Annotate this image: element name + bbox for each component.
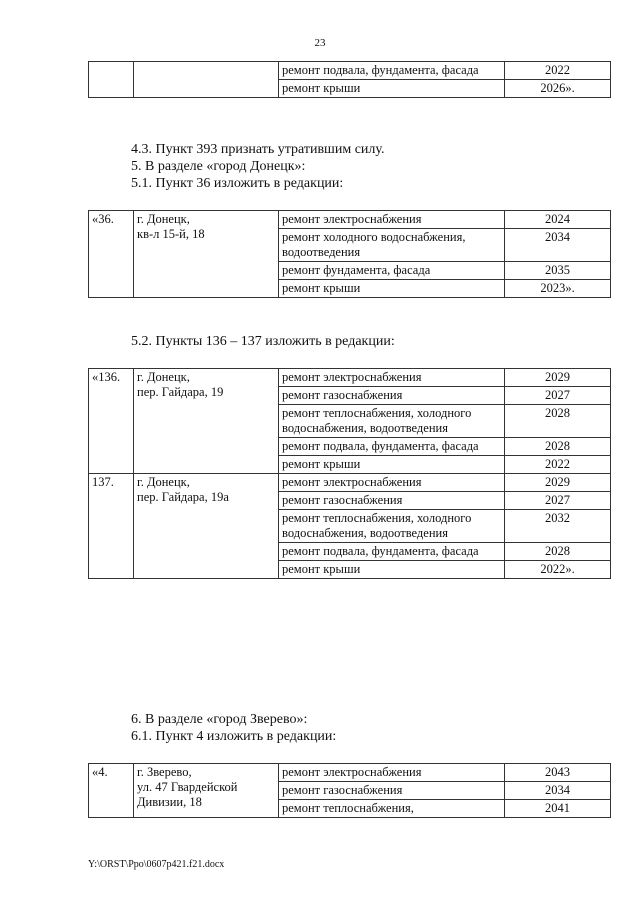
- table-item-36: [88, 210, 611, 298]
- work-cell: ремонт газоснабжения: [279, 492, 505, 510]
- work-cell: ремонт теплоснабжения, холодного водоснабжения, водоотведения: [279, 510, 505, 543]
- work-cell: ремонт крыши: [279, 280, 505, 298]
- item-number: «136.: [89, 369, 134, 474]
- item-address: г. Донецк, пер. Гайдара, 19а: [134, 474, 279, 579]
- year-cell: 2022: [505, 456, 611, 474]
- year-cell: 2027: [505, 492, 611, 510]
- year-cell: 2024: [505, 211, 611, 229]
- year-cell: 2023».: [505, 280, 611, 298]
- work-cell: ремонт теплоснабжения,: [279, 800, 505, 818]
- year-cell: 2034: [505, 782, 611, 800]
- item-address: г. Донецк, пер. Гайдара, 19: [134, 369, 279, 474]
- year-cell: 2022».: [505, 561, 611, 579]
- year-cell: 2027: [505, 387, 611, 405]
- table-row: [89, 764, 611, 782]
- item-address: г. Зверево, ул. 47 Гвардейской Дивизии, 18: [134, 764, 279, 818]
- year-cell: 2029: [505, 369, 611, 387]
- page-number: 23: [314, 37, 326, 49]
- year-cell: 2029: [505, 474, 611, 492]
- paragraph-5: 5. В разделе «город Донецк»:: [131, 159, 306, 174]
- year-cell: 2022: [505, 62, 611, 80]
- table-row: [89, 369, 611, 387]
- item-number: «4.: [89, 764, 134, 818]
- work-cell: ремонт подвала, фундамента, фасада: [279, 543, 505, 561]
- work-cell: ремонт электроснабжения: [279, 764, 505, 782]
- year-cell: 2034: [505, 229, 611, 262]
- paragraph-6-1: 6.1. Пункт 4 изложить в редакции:: [131, 729, 337, 744]
- address-cell: [134, 62, 279, 98]
- work-cell: ремонт фундамента, фасада: [279, 262, 505, 280]
- table-row: [89, 474, 611, 492]
- work-cell: ремонт крыши: [279, 80, 505, 98]
- paragraph-6: 6. В разделе «город Зверево»:: [131, 712, 308, 727]
- num-cell: [89, 62, 134, 98]
- work-cell: ремонт газоснабжения: [279, 387, 505, 405]
- work-cell: ремонт крыши: [279, 561, 505, 579]
- work-cell: ремонт крыши: [279, 456, 505, 474]
- year-cell: 2035: [505, 262, 611, 280]
- work-cell: ремонт холодного водоснабжения, водоотведения: [279, 229, 505, 262]
- work-cell: ремонт электроснабжения: [279, 211, 505, 229]
- table-row: [89, 62, 611, 80]
- work-cell: ремонт электроснабжения: [279, 369, 505, 387]
- work-cell: ремонт подвала, фундамента, фасада: [279, 62, 505, 80]
- year-cell: 2028: [505, 405, 611, 438]
- paragraph-5-1: 5.1. Пункт 36 изложить в редакции:: [131, 176, 344, 191]
- work-cell: ремонт газоснабжения: [279, 782, 505, 800]
- year-cell: 2026».: [505, 80, 611, 98]
- table-items-136-137: [88, 368, 611, 579]
- work-cell: ремонт теплоснабжения, холодного водоснабжения, водоотведения: [279, 405, 505, 438]
- item-number: «36.: [89, 211, 134, 298]
- item-address: г. Донецк, кв-л 15-й, 18: [134, 211, 279, 298]
- year-cell: 2028: [505, 543, 611, 561]
- work-cell: ремонт подвала, фундамента, фасада: [279, 438, 505, 456]
- year-cell: 2028: [505, 438, 611, 456]
- item-number: 137.: [89, 474, 134, 579]
- year-cell: 2043: [505, 764, 611, 782]
- work-cell: ремонт электроснабжения: [279, 474, 505, 492]
- table-continuation: [88, 61, 611, 98]
- paragraph-4-3: 4.3. Пункт 393 признать утратившим силу.: [131, 142, 385, 157]
- table-row: [89, 211, 611, 229]
- year-cell: 2041: [505, 800, 611, 818]
- table-item-4: [88, 763, 611, 818]
- footer-file-path: Y:\ORST\Ppo\0607p421.f21.docx: [88, 859, 225, 870]
- year-cell: 2032: [505, 510, 611, 543]
- paragraph-5-2: 5.2. Пункты 136 – 137 изложить в редакции:: [131, 334, 395, 349]
